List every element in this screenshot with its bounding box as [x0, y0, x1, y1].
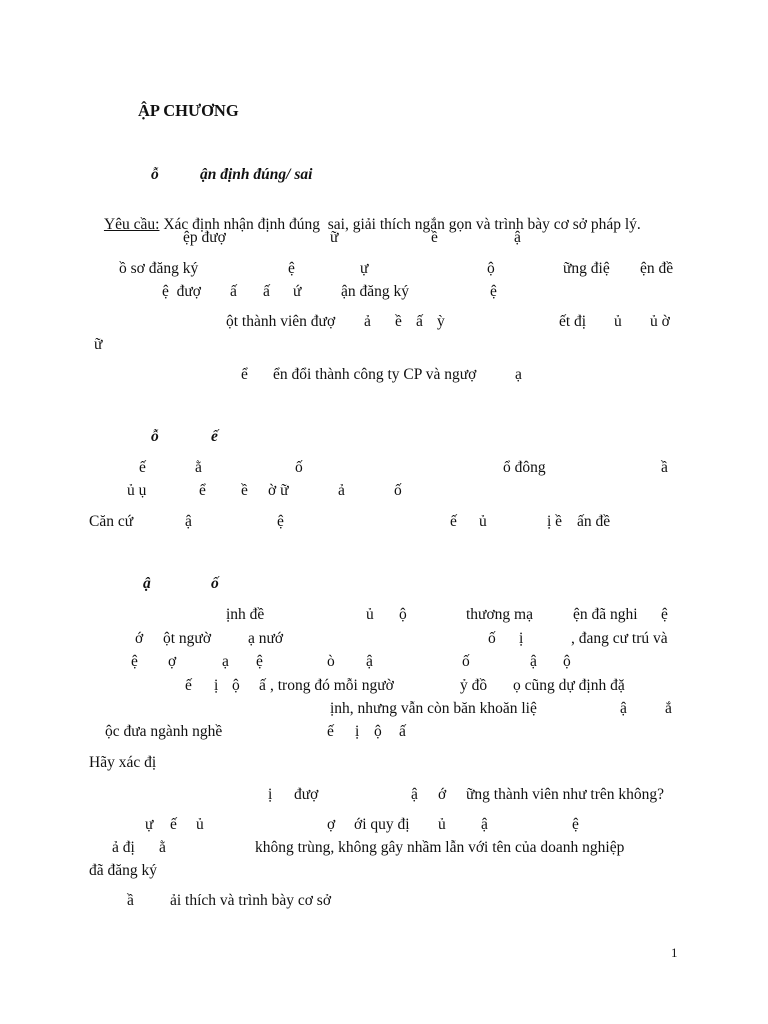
- text-fragment: đượ: [294, 786, 319, 803]
- chapter-title: ẬP CHƯƠNG: [138, 101, 239, 120]
- text-fragment: ịnh đề: [226, 606, 265, 623]
- text-fragment: ệ: [490, 283, 497, 300]
- section-heading-fragment: ận định đúng/ sai: [200, 166, 313, 183]
- text-fragment: ấ: [259, 677, 266, 694]
- text-fragment: ự: [145, 816, 154, 833]
- text-fragment: ể: [241, 366, 248, 383]
- text-fragment: ị: [214, 677, 219, 694]
- text-fragment: ủ: [196, 816, 204, 833]
- section-heading-fragment: ố: [211, 575, 219, 592]
- text-fragment: ấn đề: [577, 513, 611, 530]
- text-fragment: ấ: [416, 313, 423, 330]
- text-fragment: ị: [355, 723, 360, 740]
- text-fragment: ện đề: [640, 260, 674, 277]
- text-fragment: ịnh, nhưng vẫn còn băn khoăn liệ: [330, 700, 537, 717]
- text-fragment: ế: [185, 677, 192, 694]
- text-fragment: ệ: [277, 513, 284, 530]
- text-fragment: ế: [450, 513, 457, 530]
- requirement-text: Xác định nhận định đúng sai, giải thích ngắn gọn và trình bày cơ sở pháp lý.: [159, 216, 641, 233]
- text-fragment: ột thành viên đượ: [226, 313, 336, 330]
- text-fragment: ệ: [661, 606, 668, 623]
- text-fragment: ả: [338, 482, 345, 499]
- text-fragment: ổ đông: [503, 459, 546, 476]
- text-fragment: ố: [462, 653, 470, 670]
- text-fragment: , trong đó mỗi ngườ: [270, 677, 394, 694]
- text-fragment: ợ: [327, 816, 336, 833]
- text-fragment: không trùng, không gây nhầm lẫn với tên của doanh nghiệp: [255, 839, 625, 856]
- text-fragment: ự: [360, 260, 369, 277]
- text-fragment: ộ: [487, 260, 495, 277]
- text-fragment: ợ: [168, 653, 177, 670]
- text-fragment: ển đổi thành công ty CP và ngượ: [273, 366, 477, 383]
- text-fragment: ế: [327, 723, 334, 740]
- text-fragment: ờ ữ: [268, 482, 289, 499]
- text-fragment: ững điệ: [563, 260, 610, 277]
- text-fragment: ột ngườ: [163, 630, 212, 647]
- text-fragment: ới quy đị: [354, 816, 410, 833]
- text-fragment: ệ: [288, 260, 295, 277]
- text-fragment: ố: [488, 630, 496, 647]
- text-fragment: ỷ đồ: [460, 677, 488, 694]
- text-fragment: ận đăng ký: [341, 283, 410, 300]
- text-fragment: ằ: [195, 459, 202, 476]
- text-fragment: ủ ờ: [650, 313, 670, 330]
- text-fragment: ủ ụ: [127, 482, 147, 499]
- text-fragment: ớ: [438, 786, 447, 803]
- text-fragment: ệ: [572, 816, 579, 833]
- text-fragment: ộ: [563, 653, 571, 670]
- text-fragment: ầ: [661, 459, 668, 476]
- text-fragment: , đang cư trú và: [571, 630, 668, 647]
- text-fragment: ững thành viên như trên không?: [466, 786, 665, 803]
- text-fragment: ủ: [479, 513, 487, 530]
- text-fragment: ấ: [263, 283, 270, 300]
- text-fragment: ố: [394, 482, 402, 499]
- text-fragment: ải thích và trình bày cơ sở: [170, 892, 332, 909]
- text-fragment: ò: [327, 653, 335, 670]
- requirement-label: Yêu cầu:: [103, 216, 160, 233]
- text-fragment: đã đăng ký: [89, 862, 158, 879]
- text-fragment: ề: [395, 313, 402, 330]
- requirement-line: [89, 198, 641, 252]
- text-fragment: ậ: [620, 700, 627, 717]
- text-fragment: ữ: [330, 229, 339, 246]
- text-fragment: ệ: [256, 653, 263, 670]
- text-fragment: ậ: [366, 653, 373, 670]
- text-fragment: ề: [431, 229, 438, 246]
- section-heading-fragment: ế: [211, 428, 218, 445]
- section-heading-fragment: ậ: [143, 575, 151, 592]
- text-fragment: ủ: [366, 606, 374, 623]
- text-fragment: ỳ: [437, 313, 445, 330]
- text-fragment: ả: [364, 313, 371, 330]
- text-fragment: Hãy xác đị: [89, 754, 157, 771]
- text-fragment: ậ: [514, 229, 521, 246]
- text-fragment: ủ: [614, 313, 622, 330]
- text-fragment: ề: [241, 482, 248, 499]
- text-fragment: ể: [199, 482, 206, 499]
- text-fragment: ấ: [399, 723, 406, 740]
- text-fragment: ạ: [222, 653, 229, 670]
- text-fragment: ữ: [94, 336, 103, 353]
- text-fragment: ế: [170, 816, 177, 833]
- text-fragment: ả đị: [112, 839, 135, 856]
- page-number: 1: [671, 945, 678, 960]
- text-fragment: ệ đượ: [162, 283, 201, 300]
- text-fragment: ệ: [131, 653, 138, 670]
- text-fragment: ộc đưa ngành nghề: [105, 723, 223, 740]
- text-fragment: ết đị: [559, 313, 587, 330]
- text-fragment: ầ: [127, 892, 134, 909]
- text-fragment: ị: [268, 786, 273, 803]
- text-fragment: ị ề: [547, 513, 563, 530]
- section-heading-fragment: ỗ: [151, 166, 159, 183]
- text-fragment: Căn cứ: [89, 513, 134, 530]
- text-fragment: ế: [139, 459, 146, 476]
- text-fragment: ậ: [481, 816, 488, 833]
- section-heading-fragment: ỗ: [151, 428, 159, 445]
- text-fragment: ị: [519, 630, 524, 647]
- text-fragment: ớ: [135, 630, 144, 647]
- text-fragment: ộ: [232, 677, 240, 694]
- text-fragment: ắ: [665, 700, 672, 717]
- text-fragment: ộ: [399, 606, 407, 623]
- text-fragment: ạ: [515, 366, 522, 383]
- text-fragment: ồ sơ đăng ký: [119, 260, 199, 277]
- text-fragment: ện đã nghi: [573, 606, 638, 623]
- text-fragment: ệp đượ: [183, 229, 226, 246]
- text-fragment: ố: [295, 459, 303, 476]
- text-fragment: ọ cũng dự định đặ: [513, 677, 625, 694]
- text-fragment: ấ: [230, 283, 237, 300]
- text-fragment: ậ: [185, 513, 192, 530]
- text-fragment: ằ: [159, 839, 166, 856]
- text-fragment: ậ: [530, 653, 537, 670]
- text-fragment: ạ nướ: [248, 630, 284, 647]
- text-fragment: ứ: [293, 283, 302, 300]
- text-fragment: ủ: [438, 816, 446, 833]
- text-fragment: ậ: [411, 786, 418, 803]
- text-fragment: ộ: [374, 723, 382, 740]
- text-fragment: thương mạ: [466, 606, 533, 623]
